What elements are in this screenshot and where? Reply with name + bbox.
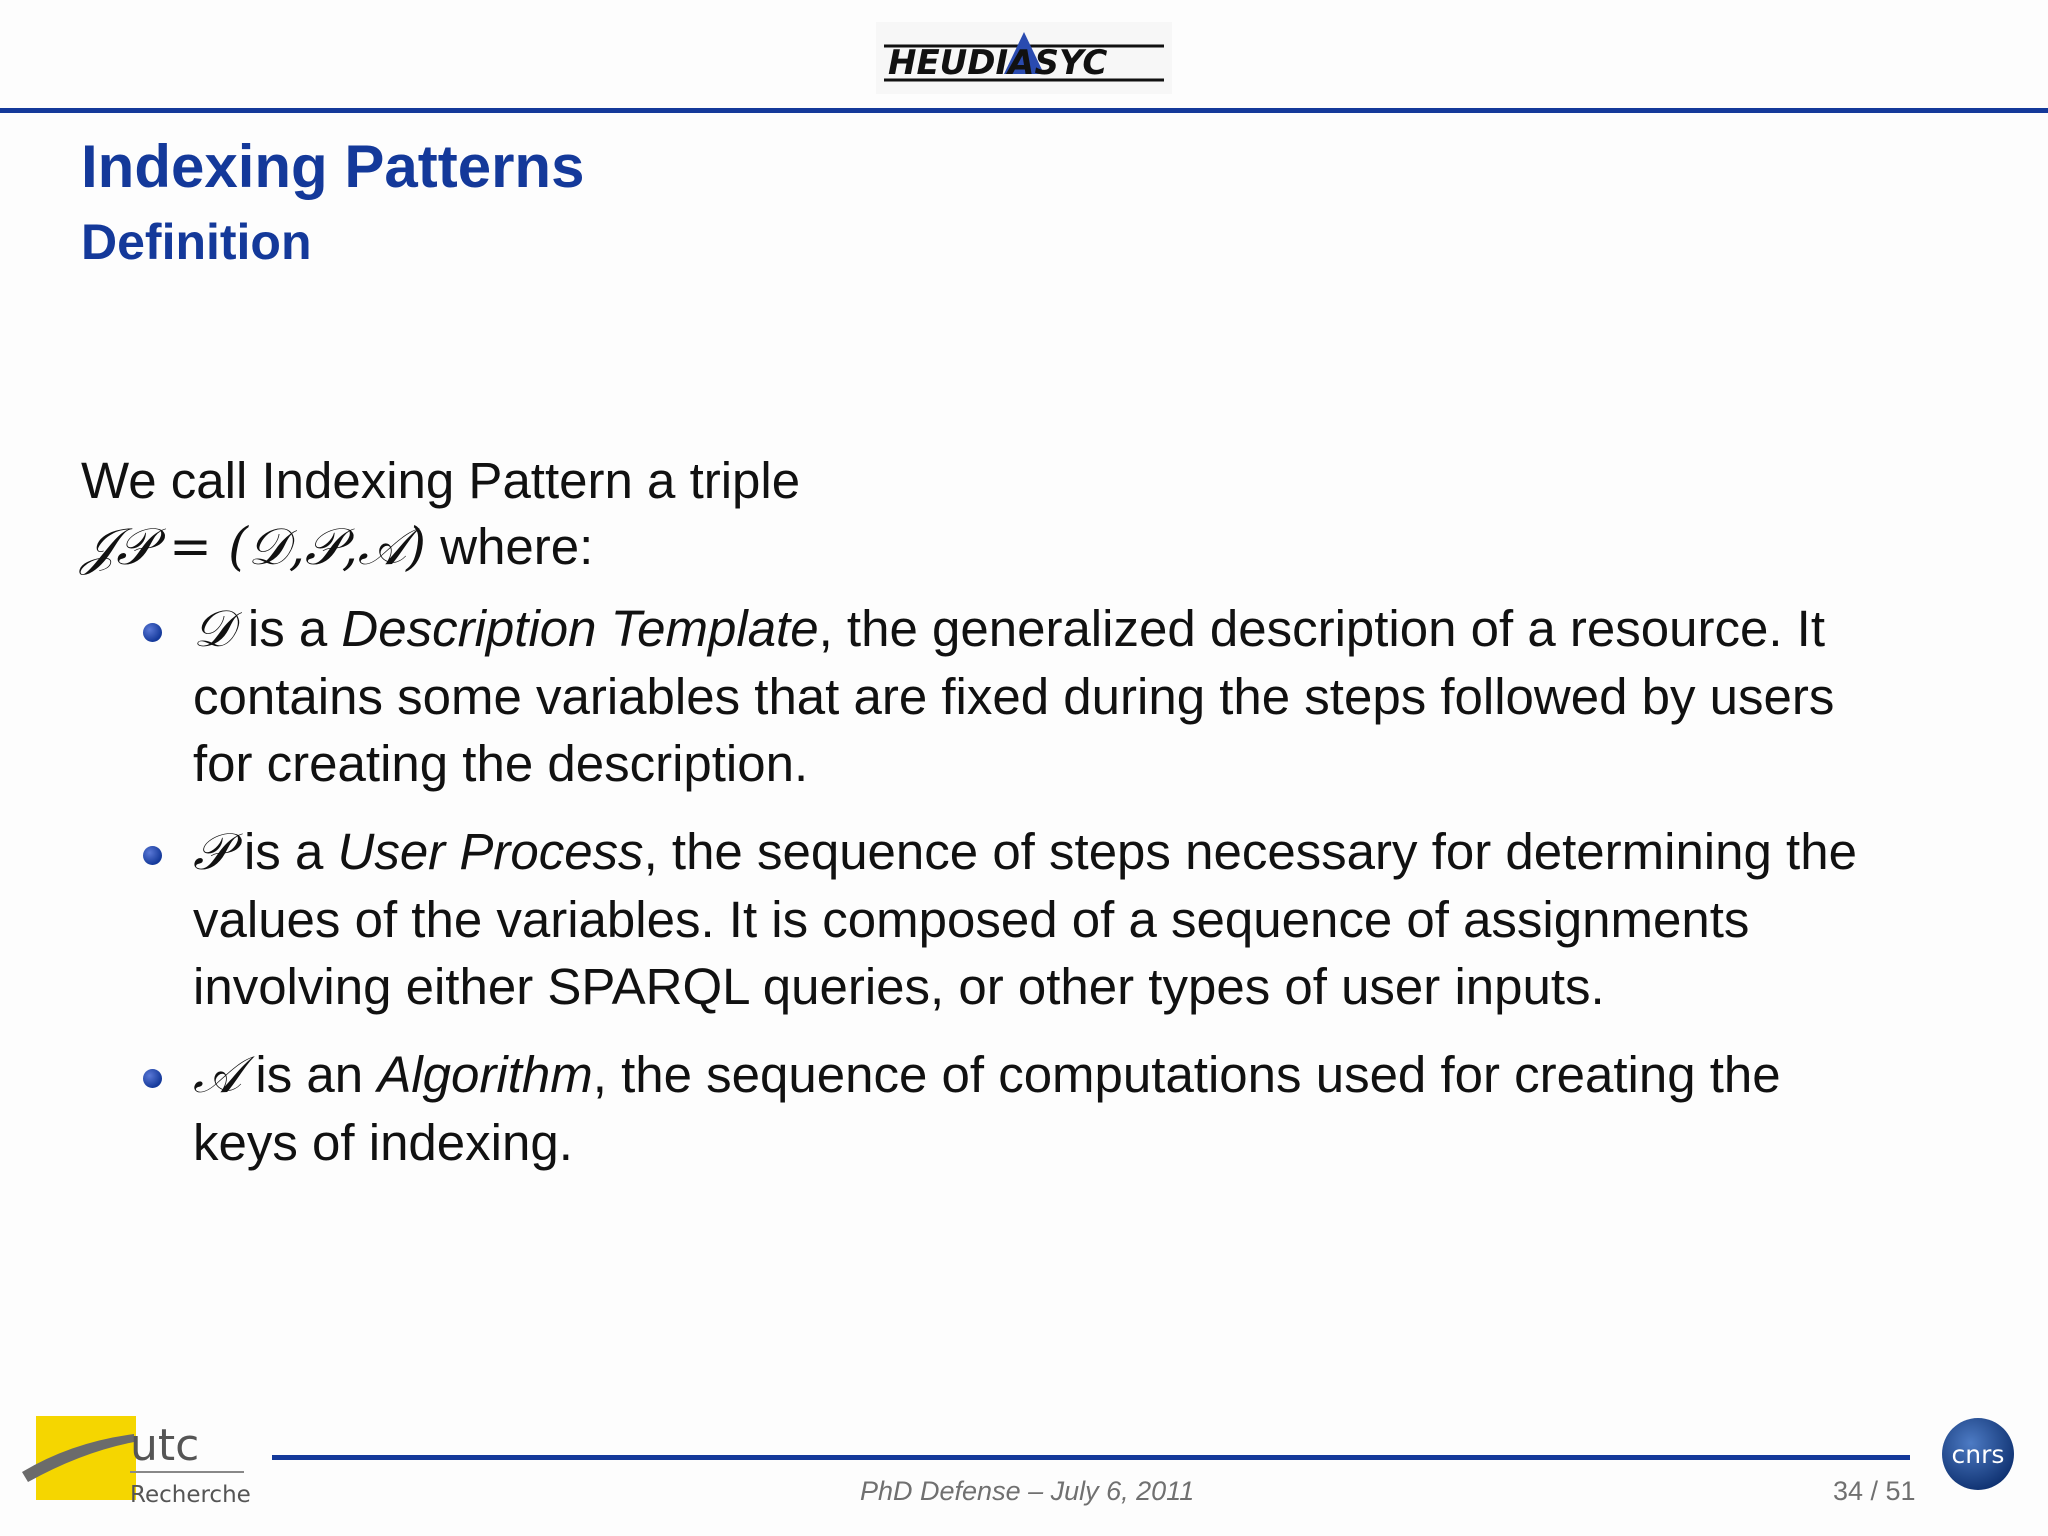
bullet-line: [193, 595, 2048, 663]
intro-text: We call Indexing Pattern a triple: [81, 452, 801, 509]
bullet-line: contains some variables that are fixed during the steps followed by users: [193, 668, 1835, 725]
math-symbol: 𝒫: [193, 823, 230, 882]
bullet-text: , the sequence of steps necessary for determining the: [643, 823, 1857, 880]
defined-term: Description Template: [341, 600, 819, 657]
page-number: 34 / 51: [1833, 1476, 1916, 1506]
utc-logo-subtext: Recherche: [130, 1482, 251, 1508]
header-rule: [0, 108, 2048, 113]
frame-subtitle: Definition: [81, 214, 312, 270]
bullet-line: [193, 1041, 2048, 1109]
bullet-line: for creating the description.: [193, 735, 809, 792]
cnrs-logo: [1940, 1416, 2016, 1492]
list-item: [81, 818, 2048, 1020]
math-symbol: 𝒜: [193, 1046, 242, 1105]
footer-rule: [272, 1455, 1910, 1460]
defined-term: Algorithm: [377, 1046, 593, 1103]
definition-list: [81, 595, 1981, 1176]
formula-suffix: where:: [426, 518, 594, 575]
bullet-line: [193, 818, 2048, 886]
bullet-icon: [143, 623, 162, 642]
math-symbol: 𝒟: [193, 600, 234, 659]
bullet-line: keys of indexing.: [193, 1114, 573, 1171]
list-item: [81, 1041, 2048, 1176]
triple-formula: 𝒥𝒫 = (𝒟,𝒫,𝒜): [81, 518, 427, 577]
bullet-text: is an: [241, 1046, 378, 1103]
bullet-text: is a: [233, 600, 342, 657]
bullet-text: is a: [229, 823, 338, 880]
frame-title: Indexing Patterns: [81, 133, 585, 200]
bullet-line: values of the variables. It is composed of a sequence of assignments: [193, 891, 1750, 948]
bullet-line: involving either SPARQL queries, or other types of user inputs.: [193, 958, 1605, 1015]
bullet-text: , the generalized description of a resource. It: [818, 600, 1825, 657]
bullet-icon: [143, 846, 162, 865]
bullet-icon: [143, 1069, 162, 1088]
defined-term: User Process: [337, 823, 644, 880]
cnrs-logo-text: cnrs: [1951, 1440, 2005, 1469]
utc-logo-text: utc: [130, 1420, 200, 1471]
list-item: [81, 595, 2048, 797]
bullet-text: , the sequence of computations used for creating the: [592, 1046, 1781, 1103]
formula-line: [81, 514, 1981, 581]
utc-recherche-logo: [22, 1412, 254, 1516]
heudiasyc-logo: [876, 22, 1172, 94]
footer-title: PhD Defense – July 6, 2011: [860, 1476, 1195, 1506]
heudiasyc-logo-text: HEUDIASYC: [888, 43, 1108, 83]
slide-body: [81, 448, 1981, 1197]
